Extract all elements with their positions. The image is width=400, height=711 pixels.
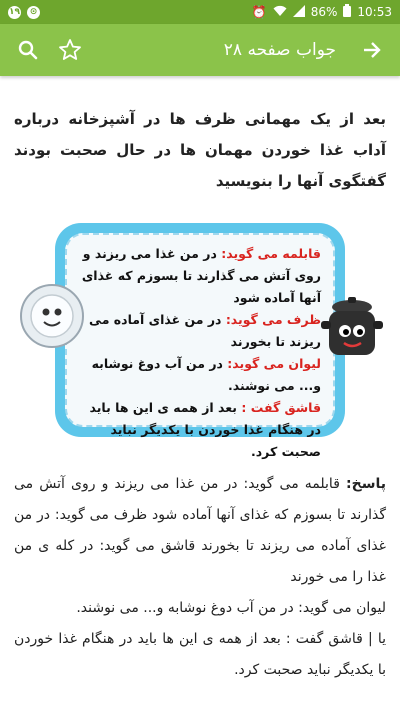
answer-line-1: قابلمه می گوید: در من غذا می ریزند و روی آتش می گذارند تا بسوزم که غذای آنها آماده شود ظرف می گوید: در من غذای آماده می ریزند تا بخورند قاشق می گوید: در کله ی من غذا را می خورند xyxy=(14,476,386,585)
speaker-pot: قابلمه می گوید: xyxy=(221,246,321,261)
speech-spoon: بعد از همه ی این ها باید در هنگام غذا خوردن با یکدیگر نباید صحبت کرد. xyxy=(89,400,321,459)
speaker-spoon: قاشق گفت : xyxy=(241,400,321,415)
speaker-dish: ظرف می گوید: xyxy=(225,312,321,327)
status-left xyxy=(8,6,40,19)
content xyxy=(0,104,400,686)
pot-character-icon xyxy=(321,295,383,367)
question-text: بعد از یک مهمانی ظرف ها در آشپزخانه درباره آداب غذا خوردن مهمان ها در حال صحبت بودند گفتگوی آنها را بنویسید xyxy=(14,110,386,190)
signal-icon xyxy=(293,5,305,20)
alarm-icon: ⏰ xyxy=(251,5,267,19)
status-bar xyxy=(0,0,400,24)
notification-icon: ۱۹ xyxy=(9,7,20,17)
dialogue-card xyxy=(55,223,345,459)
back-arrow-icon[interactable] xyxy=(358,36,386,64)
answer-label: پاسخ: xyxy=(346,476,386,492)
speaker-glass: لیوان می گوید: xyxy=(227,356,321,371)
app-notification-icon: ⊙ xyxy=(27,6,40,19)
answer-paragraph-1 xyxy=(14,469,386,593)
battery-icon xyxy=(343,4,351,20)
search-icon[interactable] xyxy=(14,36,42,64)
answer-line-2: لیوان می گوید: در من آب دوغ نوشابه و... می نوشند. xyxy=(76,600,386,616)
answer-text xyxy=(14,469,386,686)
dialogue-card-text xyxy=(65,233,335,459)
status-right xyxy=(252,4,392,20)
wifi-icon xyxy=(273,5,287,20)
star-icon[interactable] xyxy=(56,36,84,64)
page-title: جواب صفحه ۲۸ xyxy=(223,40,336,60)
answer-line-3: یا | قاشق گفت : بعد از همه ی این ها باید در هنگام غذا خوردن با یکدیگر نباید صحبت کرد. xyxy=(14,631,386,678)
plate-character-icon xyxy=(19,283,85,349)
speech-glass: در من آب دوغ نوشابه و... می نوشند. xyxy=(91,356,321,393)
speech-pot: در من غذا می ریزند و روی آتش می گذارند تا بسوزم که غذای آنها آماده شود xyxy=(81,246,321,305)
app-bar xyxy=(0,24,400,76)
battery-percent: 86% xyxy=(310,5,338,19)
dialogue-illustration xyxy=(15,221,385,459)
speech-dish: در من غذای آماده می ریزند تا بخورند xyxy=(89,312,321,349)
clock: 10:53 xyxy=(357,5,392,19)
